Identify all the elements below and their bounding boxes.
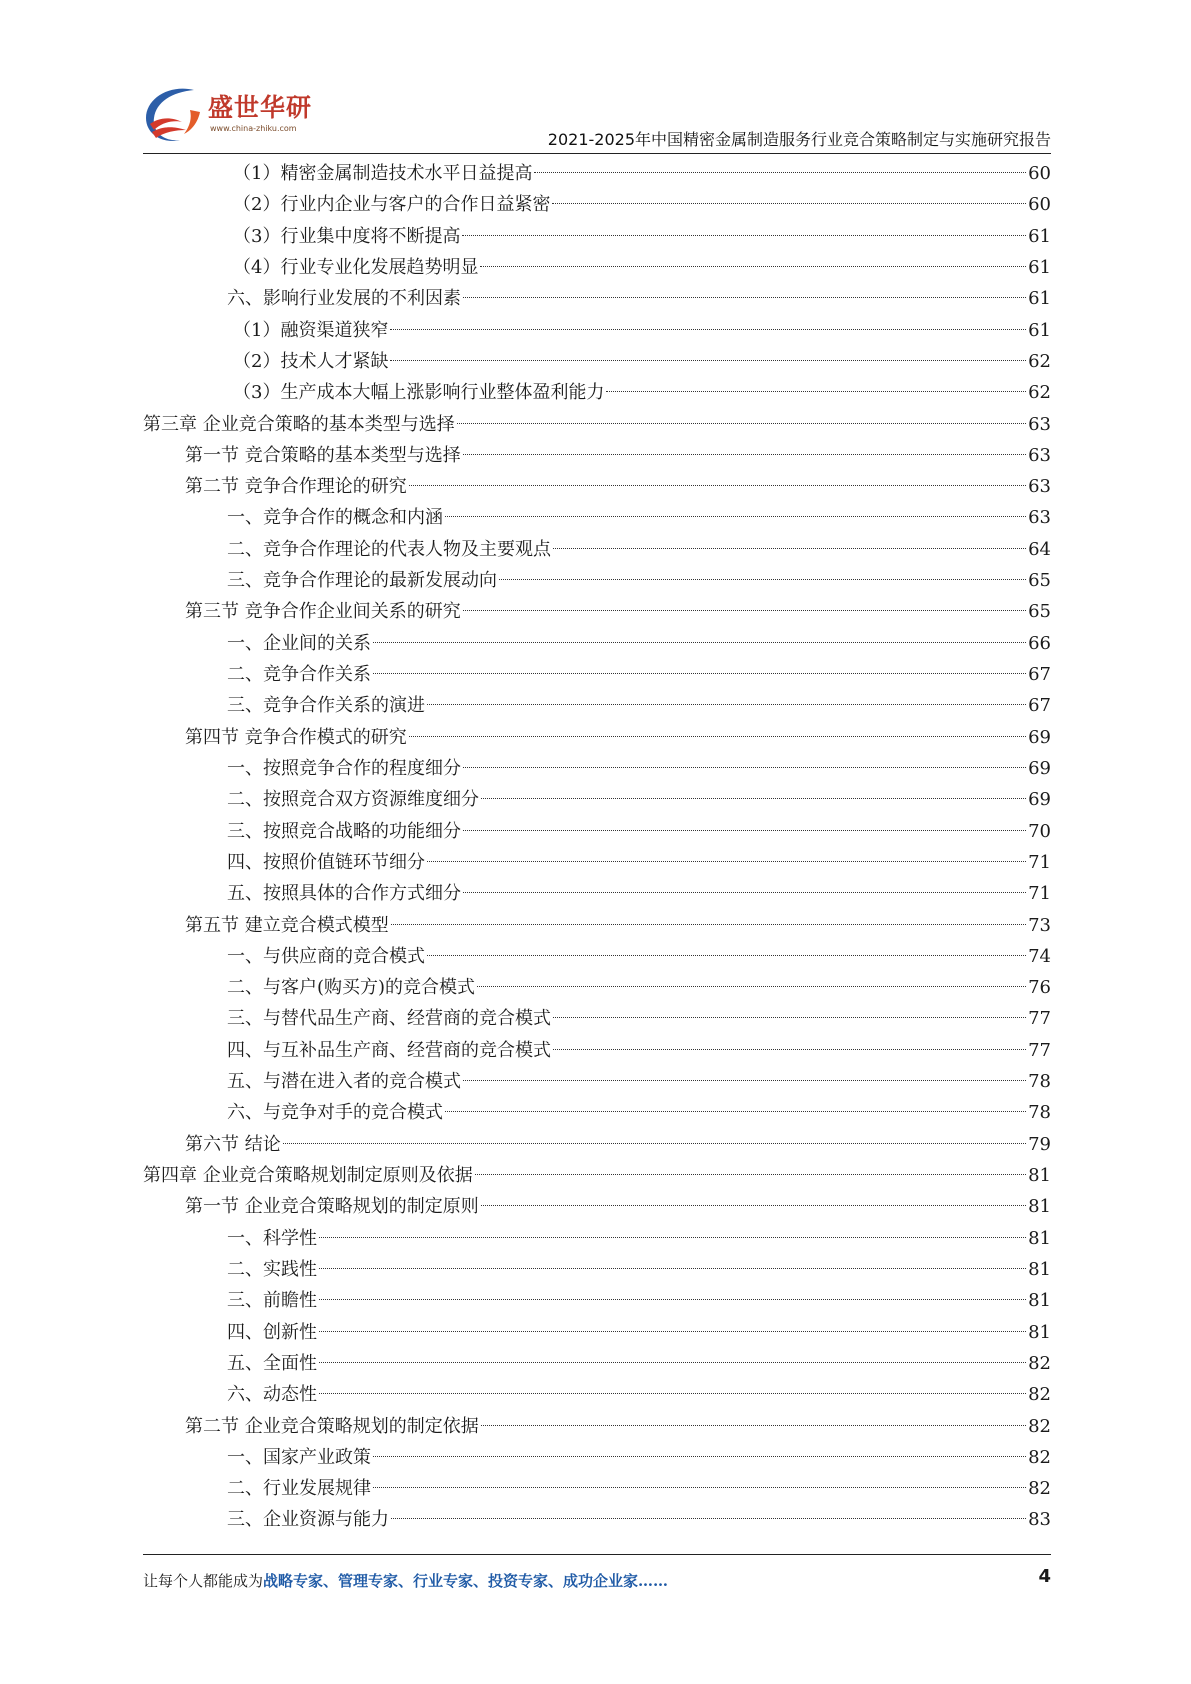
toc-entry-page: 63 xyxy=(1028,476,1051,498)
toc-dot-leader xyxy=(373,1456,1026,1457)
toc-dot-leader xyxy=(427,955,1026,956)
toc-dot-leader xyxy=(445,516,1026,517)
toc-dot-leader xyxy=(427,861,1026,862)
toc-entry-label: 二、实践性 xyxy=(227,1258,317,1280)
toc-entry-label: 六、与竞争对手的竞合模式 xyxy=(227,1102,443,1124)
logo-url: www.china-zhiku.com xyxy=(210,124,297,133)
toc-entry[interactable] xyxy=(143,1285,1051,1316)
toc-entry[interactable] xyxy=(143,596,1051,627)
toc-dot-leader xyxy=(373,642,1026,643)
toc-dot-leader xyxy=(409,485,1026,486)
toc-entry[interactable] xyxy=(143,440,1051,471)
toc-entry-label: 三、竞争合作关系的演进 xyxy=(227,695,425,717)
toc-entry[interactable] xyxy=(143,221,1051,252)
toc-entry-page: 61 xyxy=(1028,288,1051,310)
toc-entry-label: 三、企业资源与能力 xyxy=(227,1509,389,1531)
toc-entry-page: 67 xyxy=(1028,664,1051,685)
toc-entry-page: 69 xyxy=(1028,789,1051,811)
toc-entry[interactable] xyxy=(143,659,1051,690)
toc-entry-page: 60 xyxy=(1028,163,1051,184)
toc-entry[interactable] xyxy=(143,753,1051,784)
toc-entry-page: 71 xyxy=(1028,851,1051,873)
toc-dot-leader xyxy=(390,329,1026,330)
toc-entry-label: 五、按照具体的合作方式细分 xyxy=(227,883,461,905)
toc-dot-leader xyxy=(445,1111,1026,1112)
toc-entry-page: 66 xyxy=(1028,632,1051,654)
toc-entry-label: （2）技术人才紧缺 xyxy=(233,350,389,372)
toc-entry-page: 81 xyxy=(1028,1165,1051,1186)
toc-entry-label: 五、与潜在进入者的竞合模式 xyxy=(227,1071,461,1093)
toc-dot-leader xyxy=(463,767,1026,768)
page-number: 4 xyxy=(1038,1566,1051,1587)
toc-entry[interactable] xyxy=(143,534,1051,565)
toc-entry-label: 第五节 建立竞合模式模型 xyxy=(185,914,389,936)
toc-entry[interactable] xyxy=(143,784,1051,815)
toc-dot-leader xyxy=(463,297,1026,298)
toc-entry[interactable] xyxy=(143,252,1051,283)
toc-entry-page: 78 xyxy=(1028,1071,1051,1093)
toc-entry[interactable] xyxy=(143,1191,1051,1222)
toc-entry-page: 67 xyxy=(1028,695,1051,717)
toc-dot-leader xyxy=(553,1049,1026,1050)
toc-entry-page: 73 xyxy=(1028,914,1051,936)
toc-entry-label: 二、竞争合作理论的代表人物及主要观点 xyxy=(227,538,551,560)
toc-entry[interactable] xyxy=(143,1160,1051,1191)
toc-entry[interactable] xyxy=(143,1473,1051,1504)
toc-entry[interactable] xyxy=(143,1379,1051,1410)
toc-entry[interactable] xyxy=(143,409,1051,440)
toc-entry-page: 81 xyxy=(1028,1321,1051,1343)
toc-entry[interactable] xyxy=(143,1035,1051,1066)
toc-entry[interactable] xyxy=(143,972,1051,1003)
toc-entry-label: 第三章 企业竞合策略的基本类型与选择 xyxy=(143,413,455,435)
toc-entry-label: （4）行业专业化发展趋势明显 xyxy=(233,256,479,278)
toc-entry-label: （3）生产成本大幅上涨影响行业整体盈利能力 xyxy=(233,382,605,404)
toc-dot-leader xyxy=(481,798,1026,799)
toc-entry[interactable] xyxy=(143,471,1051,502)
toc-dot-leader xyxy=(373,1487,1026,1488)
toc-dot-leader xyxy=(427,704,1026,705)
toc-entry[interactable] xyxy=(143,878,1051,909)
toc-entry-page: 60 xyxy=(1028,194,1051,216)
toc-entry-label: 三、前瞻性 xyxy=(227,1290,317,1312)
toc-dot-leader xyxy=(319,1299,1026,1300)
toc-entry[interactable] xyxy=(143,690,1051,721)
toc-dot-leader xyxy=(462,235,1026,236)
toc-entry-page: 79 xyxy=(1028,1133,1051,1155)
toc-entry-page: 70 xyxy=(1028,820,1051,842)
toc-entry-page: 63 xyxy=(1028,444,1051,466)
toc-entry-label: 第四章 企业竞合策略规划制定原则及依据 xyxy=(143,1165,473,1186)
toc-dot-leader xyxy=(319,1362,1026,1363)
toc-entry-label: 一、按照竞争合作的程度细分 xyxy=(227,757,461,779)
toc-entry-label: 六、影响行业发展的不利因素 xyxy=(227,288,461,310)
toc-dot-leader xyxy=(319,1331,1026,1332)
toc-entry-page: 81 xyxy=(1028,1196,1051,1218)
toc-entry-label: 二、竞争合作关系 xyxy=(227,664,371,685)
toc-entry-page: 82 xyxy=(1028,1384,1051,1406)
toc-dot-leader xyxy=(463,1080,1026,1081)
toc-entry-page: 63 xyxy=(1028,507,1051,529)
toc-entry-page: 69 xyxy=(1028,726,1051,748)
toc-entry[interactable] xyxy=(143,315,1051,346)
toc-dot-leader xyxy=(283,1143,1026,1144)
toc-dot-leader xyxy=(534,172,1026,173)
toc-dot-leader xyxy=(463,454,1026,455)
toc-entry[interactable] xyxy=(143,1348,1051,1379)
toc-dot-leader xyxy=(553,548,1026,549)
toc-entry-page: 63 xyxy=(1028,413,1051,435)
toc-entry-label: 二、与客户(购买方)的竞合模式 xyxy=(227,977,476,999)
toc-entry-label: 第一节 竞合策略的基本类型与选择 xyxy=(185,444,461,466)
toc-entry-page: 82 xyxy=(1028,1478,1051,1500)
footer-slogan xyxy=(143,1570,668,1591)
toc-dot-leader xyxy=(552,203,1026,204)
toc-entry-label: 四、创新性 xyxy=(227,1321,317,1343)
toc-entry-page: 83 xyxy=(1028,1509,1051,1531)
toc-dot-leader xyxy=(463,830,1026,831)
toc-entry-label: 一、企业间的关系 xyxy=(227,632,371,654)
toc-entry-label: 第六节 结论 xyxy=(185,1133,281,1155)
toc-entry[interactable] xyxy=(143,941,1051,972)
toc-entry[interactable] xyxy=(143,628,1051,659)
toc-entry[interactable] xyxy=(143,346,1051,377)
toc-entry-label: （1）融资渠道狭窄 xyxy=(233,319,389,341)
toc-entry[interactable] xyxy=(143,189,1051,220)
toc-entry-label: 第一节 企业竞合策略规划的制定原则 xyxy=(185,1196,479,1218)
header-divider xyxy=(143,153,1051,154)
toc-entry-label: 二、按照竞合双方资源维度细分 xyxy=(227,789,479,811)
toc-entry-page: 61 xyxy=(1028,256,1051,278)
toc-entry[interactable] xyxy=(143,565,1051,596)
toc-dot-leader xyxy=(480,266,1026,267)
company-logo xyxy=(140,82,313,152)
toc-entry[interactable] xyxy=(143,283,1051,314)
toc-dot-leader xyxy=(475,1174,1026,1175)
toc-entry-page: 61 xyxy=(1028,225,1051,247)
toc-entry-page: 82 xyxy=(1028,1446,1051,1468)
toc-entry-label: 第二节 企业竞合策略规划的制定依据 xyxy=(185,1415,479,1437)
toc-entry-label: 四、按照价值链环节细分 xyxy=(227,851,425,873)
toc-entry[interactable] xyxy=(143,1442,1051,1473)
toc-entry-page: 82 xyxy=(1028,1415,1051,1437)
toc-entry-label: 四、与互补品生产商、经营商的竞合模式 xyxy=(227,1039,551,1061)
logo-name: 盛世华研 xyxy=(208,93,313,122)
toc-entry[interactable] xyxy=(143,722,1051,753)
toc-entry[interactable] xyxy=(143,377,1051,408)
toc-entry[interactable] xyxy=(143,1504,1051,1535)
toc-entry-page: 74 xyxy=(1028,945,1051,967)
toc-entry-page: 61 xyxy=(1028,319,1051,341)
toc-dot-leader xyxy=(481,1205,1026,1206)
toc-entry-page: 82 xyxy=(1028,1352,1051,1374)
toc-entry-label: 三、竞争合作理论的最新发展动向 xyxy=(227,570,497,592)
toc-entry[interactable] xyxy=(143,816,1051,847)
toc-entry-label: 三、与替代品生产商、经营商的竞合模式 xyxy=(227,1008,551,1030)
toc-entry-page: 76 xyxy=(1028,977,1051,999)
toc-dot-leader xyxy=(319,1393,1026,1394)
table-of-contents xyxy=(143,158,1051,1536)
toc-entry-page: 81 xyxy=(1028,1290,1051,1312)
toc-dot-leader xyxy=(463,610,1026,611)
toc-entry-page: 78 xyxy=(1028,1102,1051,1124)
toc-entry-label: 六、动态性 xyxy=(227,1384,317,1406)
toc-entry-page: 64 xyxy=(1028,538,1051,560)
toc-entry-page: 65 xyxy=(1028,570,1051,592)
toc-entry[interactable] xyxy=(143,847,1051,878)
toc-dot-leader xyxy=(477,986,1026,987)
toc-entry-page: 77 xyxy=(1028,1039,1051,1061)
toc-entry[interactable] xyxy=(143,158,1051,189)
toc-dot-leader xyxy=(553,1017,1026,1018)
toc-dot-leader xyxy=(391,924,1026,925)
toc-entry-label: （2）行业内企业与客户的合作日益紧密 xyxy=(233,194,551,216)
toc-entry-page: 69 xyxy=(1028,757,1051,779)
toc-entry-page: 71 xyxy=(1028,883,1051,905)
toc-entry-label: 一、与供应商的竞合模式 xyxy=(227,945,425,967)
toc-entry-label: （3）行业集中度将不断提高 xyxy=(233,225,461,247)
toc-dot-leader xyxy=(481,1425,1026,1426)
toc-entry-label: 一、国家产业政策 xyxy=(227,1446,371,1468)
toc-entry-page: 81 xyxy=(1028,1258,1051,1280)
toc-entry-page: 81 xyxy=(1028,1227,1051,1249)
toc-entry-label: 第四节 竞争合作模式的研究 xyxy=(185,726,407,748)
toc-entry-page: 77 xyxy=(1028,1008,1051,1030)
toc-entry[interactable] xyxy=(143,502,1051,533)
toc-entry-label: 第二节 竞争合作理论的研究 xyxy=(185,476,407,498)
toc-entry[interactable] xyxy=(143,1066,1051,1097)
toc-dot-leader xyxy=(457,423,1026,424)
slogan-prefix: 让每个人都能成为 xyxy=(143,1572,264,1590)
toc-entry-page: 62 xyxy=(1028,382,1051,404)
toc-entry[interactable] xyxy=(143,1254,1051,1285)
slogan-highlight: 战略专家、管理专家、行业专家、投资专家、成功企业家…… xyxy=(263,1572,669,1590)
toc-entry-label: 三、按照竞合战略的功能细分 xyxy=(227,820,461,842)
toc-dot-leader xyxy=(463,892,1026,893)
toc-dot-leader xyxy=(499,579,1026,580)
toc-entry-label: 一、科学性 xyxy=(227,1227,317,1249)
toc-dot-leader xyxy=(373,673,1026,674)
toc-dot-leader xyxy=(409,736,1026,737)
toc-entry-page: 62 xyxy=(1028,350,1051,372)
toc-entry-label: 二、行业发展规律 xyxy=(227,1478,371,1500)
toc-dot-leader xyxy=(319,1237,1026,1238)
toc-entry-label: （1）精密金属制造技术水平日益提高 xyxy=(233,163,533,184)
toc-dot-leader xyxy=(606,391,1026,392)
toc-entry[interactable] xyxy=(143,910,1051,941)
toc-entry-label: 五、全面性 xyxy=(227,1352,317,1374)
logo-swoosh-icon xyxy=(140,82,206,148)
footer-divider xyxy=(143,1554,1051,1555)
report-title: 2021-2025年中国精密金属制造服务行业竞合策略制定与实施研究报告 xyxy=(547,130,1051,149)
toc-entry-label: 一、竞争合作的概念和内涵 xyxy=(227,507,443,529)
toc-entry[interactable] xyxy=(143,1097,1051,1128)
toc-dot-leader xyxy=(391,1518,1026,1519)
toc-dot-leader xyxy=(319,1268,1026,1269)
toc-entry[interactable] xyxy=(143,1317,1051,1348)
toc-entry-label: 第三节 竞争合作企业间关系的研究 xyxy=(185,601,461,623)
toc-entry-page: 65 xyxy=(1028,601,1051,623)
toc-entry[interactable] xyxy=(143,1411,1051,1442)
toc-entry[interactable] xyxy=(143,1003,1051,1034)
toc-entry[interactable] xyxy=(143,1129,1051,1160)
toc-dot-leader xyxy=(390,360,1026,361)
toc-entry[interactable] xyxy=(143,1223,1051,1254)
